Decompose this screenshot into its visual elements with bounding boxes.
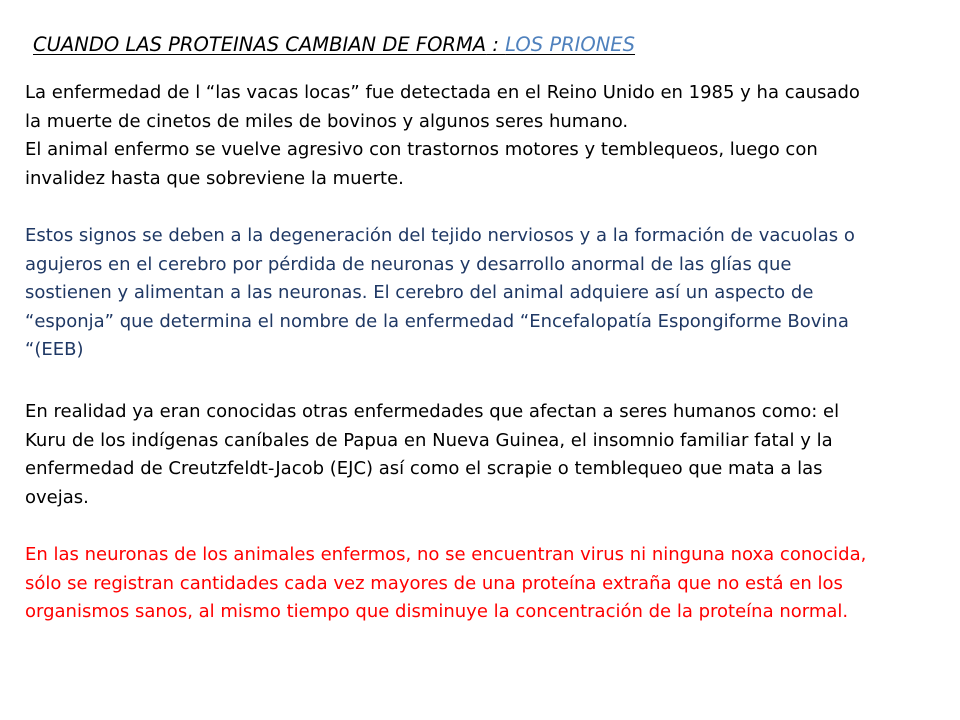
paragraph-line: organismos sanos, al mismo tiempo que disminuye la concentración de la proteína normal. — [25, 601, 849, 623]
paragraph-line: El animal enfermo se vuelve agresivo con trastornos motores y temblequeos, luego con — [25, 139, 818, 161]
paragraph-line: sostienen y alimentan a las neuronas. El cerebro del animal adquiere así un aspecto de — [25, 282, 814, 304]
paragraph-mad-cow-intro — [25, 79, 950, 193]
paragraph-line: “(EEB) — [25, 339, 84, 361]
paragraph-line: invalidez hasta que sobreviene la muerte. — [25, 167, 404, 189]
paragraph-line: En las neuronas de los animales enfermos, no se encuentran virus ni ninguna noxa conocida, — [25, 544, 867, 565]
paragraph-related-diseases — [25, 398, 950, 512]
title-subject: LOS PRIONES — [505, 33, 636, 56]
paragraph-symptoms-explanation — [25, 222, 950, 365]
paragraph-prion-finding — [25, 541, 950, 627]
title-main: CUANDO LAS PROTEINAS CAMBIAN DE FORMA — [33, 33, 487, 56]
paragraph-line: agujeros en el cerebro por pérdida de neuronas y desarrollo anormal de las glías que — [25, 253, 792, 275]
paragraph-line: En realidad ya eran conocidas otras enfermedades que afectan a seres humanos como: el — [25, 401, 840, 422]
title-separator: : — [486, 33, 506, 56]
paragraph-line: Estos signos se deben a la degeneración del tejido nerviosos y a la formación de vacuolas o — [25, 225, 855, 246]
paragraph-line: “esponja” que determina el nombre de la enfermedad “Encefalopatía Espongiforme Bovina — [25, 310, 849, 332]
paragraph-line: La enfermedad de l “las vacas locas” fue detectada en el Reino Unido en 1985 y ha causado — [25, 82, 860, 103]
slide-title — [33, 31, 635, 59]
paragraph-line: Kuru de los indígenas caníbales de Papua en Nueva Guinea, el insomnio familiar fatal y la — [25, 429, 833, 451]
paragraph-line: enfermedad de Creutzfeldt-Jacob (EJC) así como el scrapie o temblequeo que mata a las — [25, 458, 823, 480]
paragraph-line: la muerte de cinetos de miles de bovinos y algunos seres humano. — [25, 110, 629, 132]
paragraph-line: sólo se registran cantidades cada vez mayores de una proteína extraña que no está en los — [25, 572, 843, 594]
paragraph-line: ovejas. — [25, 486, 89, 508]
